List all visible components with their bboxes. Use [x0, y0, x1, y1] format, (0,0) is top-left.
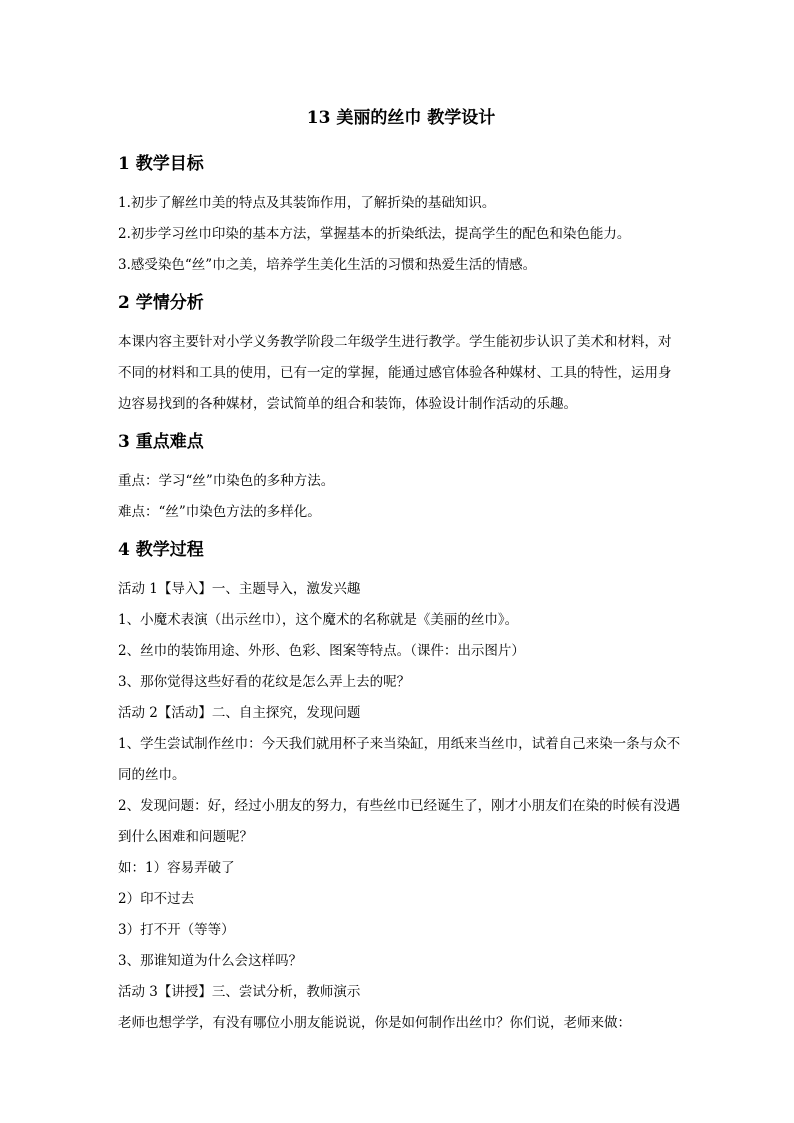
- paragraph: 3.感受染色“丝”巾之美，培养学生美化生活的习惯和热爱生活的情感。: [118, 257, 537, 273]
- paragraph: 1、小魔术表演（出示丝巾），这个魔术的名称就是《美丽的丝巾》。: [118, 612, 519, 628]
- paragraph: 本课内容主要针对小学义务教学阶段二年级学生进行教学。学生能初步认识了美术和材料，对不同的材料和工具的使用，已有一定的掌握，能通过感官体验各种媒材、工具的特性，运用身边容易找到的各种媒材，尝试简单的组合和装饰，体验设计制作活动的乐趣。: [118, 334, 672, 412]
- paragraph: 活动 1【导入】一、主题导入，激发兴趣: [118, 581, 361, 597]
- section-student-analysis: [118, 291, 684, 420]
- section-heading: 2 学情分析: [118, 293, 204, 313]
- paragraph: 2）印不过去: [118, 891, 195, 907]
- section-key-points: [118, 430, 684, 528]
- paragraph: 1.初步了解丝巾美的特点及其装饰作用，了解折染的基础知识。: [118, 195, 496, 211]
- paragraph: 2、发现问题：好，经过小朋友的努力，有些丝巾已经诞生了，刚才小朋友们在染的时候有没遇到什么困难和问题呢？: [118, 798, 681, 845]
- section-heading: 3 重点难点: [118, 432, 204, 452]
- paragraph: 活动 2【活动】二、自主探究，发现问题: [118, 705, 361, 721]
- paragraph: 3）打不开（等等）: [118, 922, 235, 938]
- paragraph: 活动 3【讲授】三、尝试分析，教师演示: [118, 984, 361, 1000]
- paragraph: 重点：学习“丝”巾染色的多种方法。: [118, 473, 335, 489]
- document-title: 13 美丽的丝巾 教学设计: [306, 108, 496, 128]
- section-objectives: [118, 152, 684, 281]
- paragraph: 3、那你觉得这些好看的花纹是怎么弄上去的呢？: [118, 674, 411, 690]
- paragraph: 3、那谁知道为什么会这样吗？: [118, 953, 303, 969]
- paragraph: 1、学生尝试制作丝巾：今天我们就用杯子来当染缸，用纸来当丝巾，试着自己来染一条与众不同的丝巾。: [118, 736, 681, 783]
- section-teaching-process: [118, 538, 684, 1039]
- paragraph: 2、丝巾的装饰用途、外形、色彩、图案等特点。（课件：出示图片）: [118, 643, 525, 659]
- paragraph: 2.初步学习丝巾印染的基本方法，掌握基本的折染纸法，提高学生的配色和染色能力。: [118, 226, 631, 242]
- document-page: [118, 104, 684, 1049]
- section-heading: 1 教学目标: [118, 154, 204, 174]
- section-heading: 4 教学过程: [118, 540, 204, 560]
- paragraph: 老师也想学学，有没有哪位小朋友能说说，你是如何制作出丝巾？你们说，老师来做：: [118, 1015, 631, 1031]
- paragraph: 如：1）容易弄破了: [118, 860, 235, 876]
- paragraph: 难点：“丝”巾染色方法的多样化。: [118, 504, 321, 520]
